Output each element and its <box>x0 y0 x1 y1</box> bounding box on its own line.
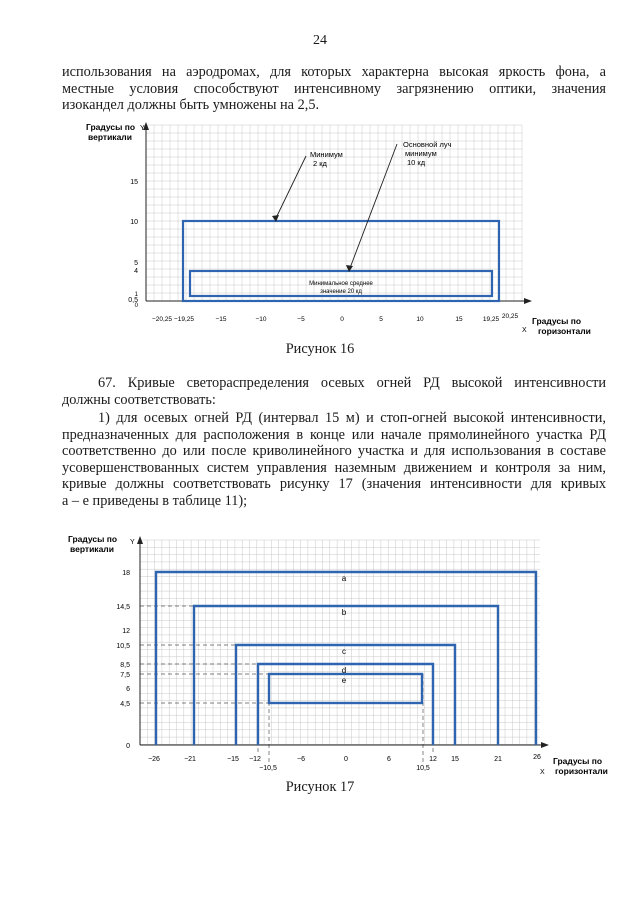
y-axis-title: Градусы по <box>68 534 118 544</box>
curve-label: c <box>342 647 346 656</box>
x-tick-label: 5 <box>379 316 383 323</box>
x-tick-label: 26 <box>533 754 541 761</box>
x-tick-label: −15 <box>215 316 227 323</box>
y-axis-letter: Y <box>130 539 135 546</box>
y-tick-label: 10,5 <box>116 643 130 650</box>
intro-line: местные условия способствуют интенсивному загрязнению оптики, значения <box>62 80 606 97</box>
y-tick-label: 18 <box>122 570 130 577</box>
figure17-caption: Рисунок 17 <box>285 779 355 795</box>
y-tick-label: 1 <box>134 292 138 298</box>
x-tick-label: 15 <box>455 316 463 323</box>
section67-item1 <box>62 410 606 509</box>
y-axis-title: вертикали <box>88 132 132 142</box>
figure16-caption: Рисунок 16 <box>285 341 355 357</box>
callout-main-leader <box>350 144 397 268</box>
x-tick-label: −12 <box>249 756 261 763</box>
section67-paragraph <box>62 375 606 408</box>
callout-min: Минимум <box>310 150 343 159</box>
y-tick-label: 10 <box>130 219 138 226</box>
x-tick-label: 0 <box>340 316 344 323</box>
section67-line: должны соответствовать: <box>62 391 216 408</box>
item-line: а – е приведены в таблице 11); <box>62 492 248 509</box>
x-axis-letter: X <box>540 769 545 776</box>
x-axis-title: горизонтали <box>538 326 591 336</box>
y-tick-label: 4,5 <box>120 701 130 708</box>
curve-label: b <box>341 608 347 617</box>
x-tick-label: −10,5 <box>259 765 277 772</box>
x-tick-label: 10,5 <box>416 765 430 772</box>
y-tick-label: 14,5 <box>116 604 130 611</box>
item-line: соответственно до или после криволинейного участка и для использования в составе <box>62 443 606 459</box>
figure17-chart <box>60 530 620 780</box>
x-tick-label: 6 <box>387 756 391 763</box>
y-axis-title: вертикали <box>70 544 114 554</box>
y-tick-label: 12 <box>122 628 130 635</box>
y-tick-label: 8,5 <box>120 662 130 669</box>
x-tick-label: −5 <box>297 316 305 323</box>
x-tick-label: −19,25 <box>173 316 195 323</box>
x-tick-label: 0 <box>344 756 348 763</box>
x-tick-label: −21 <box>184 756 196 763</box>
intro-line: изокандел должны быть умножены на 2,5. <box>62 97 320 113</box>
x-axis-arrow <box>541 742 549 748</box>
y-tick-label: 4 <box>134 268 138 275</box>
callout-main: Основной луч <box>403 140 452 149</box>
x-tick-label: 12 <box>429 756 437 763</box>
callout-main: 10 кд <box>407 158 426 167</box>
callout-main: минимум <box>405 149 437 158</box>
x-tick-label: 21 <box>494 756 502 763</box>
x-tick-label: −26 <box>148 756 160 763</box>
curve-label: d <box>341 666 347 675</box>
x-axis-title: горизонтали <box>555 766 608 776</box>
curve-label: e <box>341 676 347 685</box>
intro-paragraph <box>62 64 606 114</box>
x-axis-letter: X <box>522 327 527 334</box>
item-line: кривые должны соответствовать рисунку 17 (значения интенсивности для кривых <box>62 476 606 492</box>
x-tick-label: −15 <box>227 756 239 763</box>
x-axis-arrow <box>524 298 532 304</box>
curve-label: a <box>341 574 347 583</box>
y-tick-label: 7,5 <box>120 672 130 679</box>
x-axis-title: Градусы по <box>532 316 582 326</box>
callout-min: 2 кд <box>313 159 327 168</box>
callout-min-leader <box>276 156 306 218</box>
x-tick-label: −20,25 <box>151 316 173 323</box>
x-tick-label: 20,25 <box>501 313 519 320</box>
y-tick-label: 0 <box>126 743 130 750</box>
y-axis-letter: Y <box>140 125 145 132</box>
item-line: 1) для осевых огней РД (интервал 15 м) и стоп-огней высокой интенсивности, <box>98 410 606 426</box>
y-tick-label: 15 <box>130 179 138 186</box>
x-tick-label: 15 <box>451 756 459 763</box>
x-tick-label: 19,25 <box>482 316 500 323</box>
intro-line: использования на аэродромах, для которых характерна высокая яркость фона, а <box>62 64 606 80</box>
x-tick-label: −10 <box>255 316 267 323</box>
x-tick-label: 10 <box>416 316 424 323</box>
section67-line: 67. Кривые светораспределения осевых огней РД высокой интенсивности <box>98 375 606 391</box>
y-tick-label: 6 <box>126 686 130 693</box>
y-tick-label: 0,5 <box>128 297 138 304</box>
item-line: предназначенных для расположения в конце или начале прямолинейного участка РД <box>62 426 606 443</box>
avg-label: значение 20 кд <box>320 289 362 295</box>
avg-label: Минимальное среднее <box>309 281 373 287</box>
x-tick-label: −6 <box>297 756 305 763</box>
grid <box>140 540 540 745</box>
y-tick-label: 0 <box>134 303 138 309</box>
x-axis-title: Градусы по <box>553 756 603 766</box>
item-line: усовершенствованных систем управления наземным движением и контроля за ним, <box>62 459 606 476</box>
y-tick-label: 5 <box>134 260 138 267</box>
page-number: 24 <box>313 33 327 48</box>
figure16-chart <box>58 118 598 340</box>
y-axis-title: Градусы по <box>86 122 136 132</box>
